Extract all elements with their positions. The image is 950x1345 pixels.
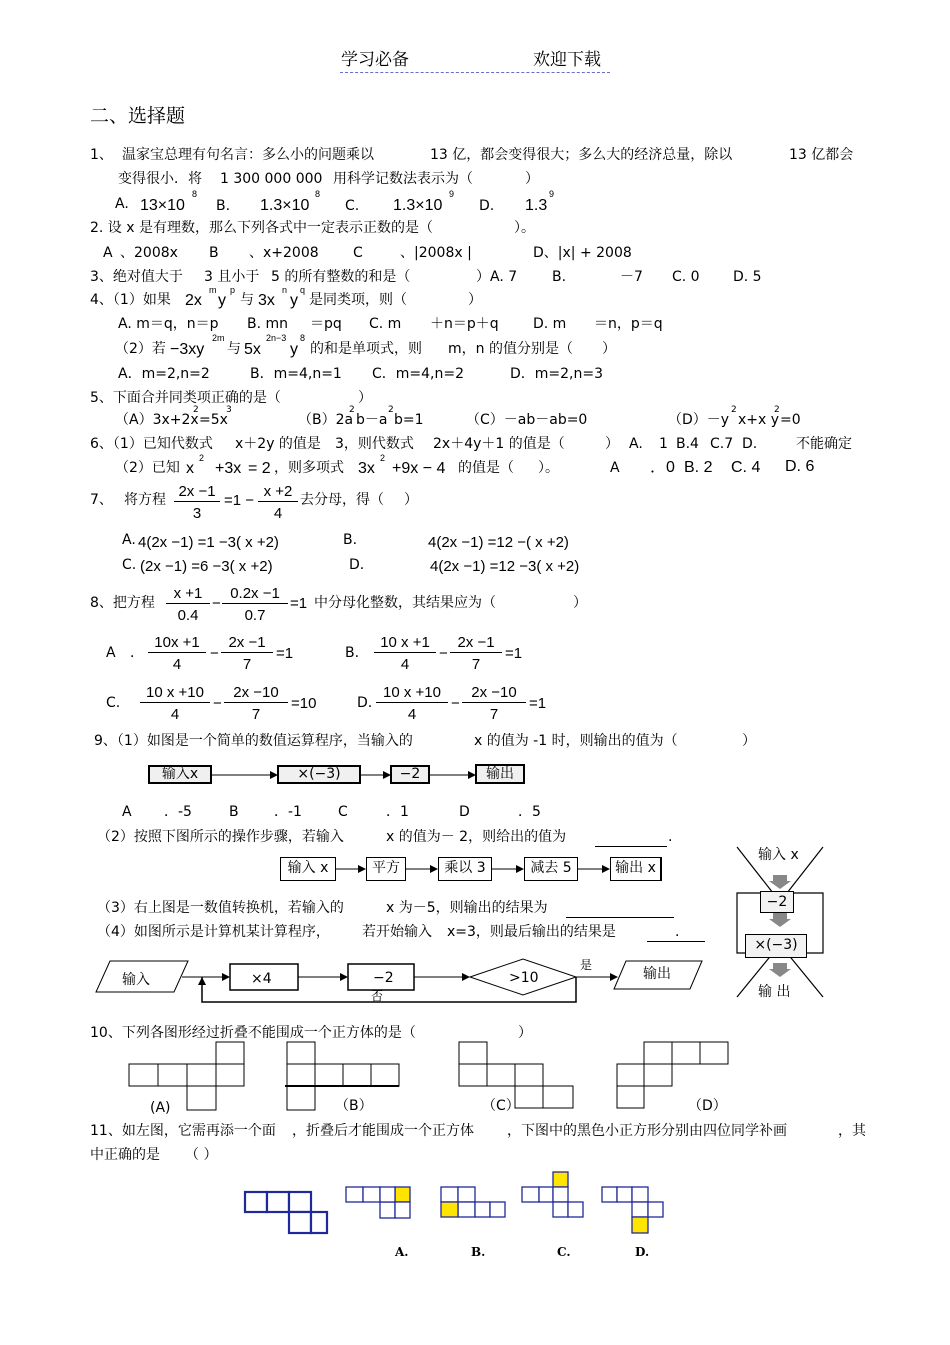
q4-term4-y: y <box>290 341 298 358</box>
q5-text: 5、下面合并同类项正确的是（ <box>90 390 281 406</box>
q10-nets <box>127 1040 757 1112</box>
q9-part2-blank[interactable] <box>595 846 667 847</box>
q6-part2-d: ）。 <box>538 460 559 476</box>
q1-line2d: ） <box>525 171 539 187</box>
machine-input-label: 输入 x <box>758 847 799 863</box>
q11-nets <box>243 1170 673 1240</box>
q5-option-d-exp2: 2 <box>774 405 780 415</box>
flow4-condition-label: >10 <box>509 970 539 986</box>
q4-term3: −3xy <box>170 341 205 358</box>
flow4-subtract-label: −2 <box>373 970 394 986</box>
q4-term4-exp-y: 8 <box>300 333 306 343</box>
q1-option-a: 13×10 <box>140 197 185 214</box>
q5-option-b-rest2: b=1 <box>394 412 424 428</box>
q8-eq: =1 <box>290 595 308 612</box>
q9-part4: （4）如图所示是计算机某计算程序， <box>97 924 330 940</box>
q1-line2a: 变得很小．将 <box>118 171 202 187</box>
q1-option-c: 1.3×10 <box>393 197 443 214</box>
q4-part2-c: 的和是单项式，则 <box>310 341 422 357</box>
q6-option-c: C.7 <box>710 436 734 452</box>
denominator: 7 <box>242 656 252 673</box>
q1-option-b: 1.3×10 <box>260 197 310 214</box>
q7-option-c-label: C. <box>122 557 137 573</box>
q5-option-d-rest2: =0 <box>780 412 801 428</box>
q9-part2-c: . <box>668 829 673 845</box>
q6-expr1-c: = 2 <box>248 460 271 477</box>
q2-option-d: D、|x| + 2008 <box>533 245 632 261</box>
q6-part2-option-b: B. 2 <box>684 459 713 476</box>
numerator: 0.2x −1 <box>222 586 288 604</box>
q8-option-c-frac2 <box>224 685 288 722</box>
q8-option-b-frac2 <box>450 635 502 672</box>
q6-option-b: B.4 <box>676 436 699 452</box>
denominator: 4 <box>273 505 283 522</box>
q5-option-b-rest: b－a <box>356 412 388 428</box>
q3-option-b-label: B. <box>552 269 567 285</box>
q1-option-d-exp: 9 <box>549 189 555 199</box>
q7-fraction-2 <box>258 484 298 521</box>
q11-label-b: B. <box>471 1245 486 1259</box>
q4-part1-c: 是同类项，则（ <box>309 292 407 308</box>
q5-option-b: （B）2a <box>298 412 354 428</box>
q10-label-c: （C） <box>482 1098 520 1114</box>
q11-line2: 中正确的是 <box>90 1147 160 1163</box>
q5-option-a-rest: =5x <box>199 412 228 428</box>
q1-mid1: 13 亿，都会变得很大；多么大的经济总量，除以 <box>430 147 733 163</box>
numerator: 10 x +1 <box>374 635 436 653</box>
q9-part3-b: x 为－5，则输出的结果为 <box>386 900 548 916</box>
denominator: 0.4 <box>177 607 199 624</box>
q2-end: ）。 <box>514 220 535 236</box>
q1-mid2: 13 亿都会 <box>789 147 854 163</box>
denominator: 4 <box>170 706 180 723</box>
q4-option-d: ＝n，p＝q <box>594 316 663 332</box>
q2-option-c-label: C <box>353 245 363 261</box>
numerator: x +1 <box>166 586 210 604</box>
q9-option-d-label: D <box>459 804 470 820</box>
q7-option-d-label: D. <box>349 557 365 573</box>
numerator: 2x −1 <box>174 484 220 502</box>
q4-term2-exp-n: n <box>282 285 288 295</box>
flow2-arrow-3 <box>492 864 524 874</box>
denominator: 7 <box>489 706 499 723</box>
flow1-input-box: 输入x <box>148 765 212 784</box>
q1-option-b-exp: 8 <box>315 189 321 199</box>
q9-part1-b: x 的值为 -1 时，则输出的值为（ <box>474 733 678 749</box>
q11-line1c: ，下图中的黑色小正方形分别由四位同学补画 <box>507 1123 787 1139</box>
q8-fraction-1 <box>166 586 210 623</box>
q4-term3-exp: 2m <box>212 333 225 343</box>
numerator: 2x −10 <box>462 685 526 703</box>
q7-option-b: 4(2x −1) =12 −( x +2) <box>428 534 569 551</box>
q4-part2-option-b: B．m=4,n=1 <box>250 366 342 382</box>
denominator: 4 <box>172 656 182 673</box>
header-left: 学习必备 <box>341 50 409 70</box>
q6-part1-e: ） <box>605 436 619 452</box>
q7-text-c: ） <box>404 492 418 508</box>
q9-part4-blank[interactable] <box>647 941 705 942</box>
q2-option-b: 、x+2008 <box>249 245 319 261</box>
q6-part2: （2）已知 <box>115 460 180 476</box>
denominator: 3 <box>192 505 202 522</box>
q11-line1d: ，其 <box>838 1123 866 1139</box>
q4-term1-exp-m: m <box>209 285 217 295</box>
q7-option-a-label: A. <box>122 532 136 548</box>
flow2-input-box: 输入 x <box>280 857 336 881</box>
flow1-arrow-3 <box>430 770 476 780</box>
flow2-subtract-box: 减去 5 <box>524 857 578 881</box>
q8-fraction-2 <box>222 586 288 623</box>
q5-option-b-exp: 2 <box>349 405 355 415</box>
q8-option-b-label: B. <box>345 645 360 661</box>
q5-option-a-exp2: 3 <box>226 405 232 415</box>
q4-part2-option-d: D．m=2,n=3 <box>510 366 604 382</box>
q9-part4-d: . <box>675 924 680 940</box>
q9-part2-b: x 的值为－ 2，则给出的值为 <box>386 829 567 845</box>
flow2-arrow-4 <box>578 864 610 874</box>
numerator: 2x −1 <box>450 635 502 653</box>
numerator: 10 x +10 <box>376 685 448 703</box>
flow1-subtract-box: −2 <box>390 765 430 784</box>
q7-option-a: 4(2x −1) =1 −3( x +2) <box>138 534 279 551</box>
denominator: 4 <box>407 706 417 723</box>
q8-option-c-minus: − <box>213 695 222 712</box>
q6-part2-option-a-label: A <box>610 460 620 476</box>
q8-option-d-label: D. <box>357 695 373 711</box>
q6-option-a: 1 <box>659 436 668 452</box>
flow1-arrow-1 <box>212 770 278 780</box>
q5-option-a: （A）3x+2x <box>115 412 199 428</box>
q8-option-d-frac1 <box>376 685 448 722</box>
q8-option-b-eq: =1 <box>505 645 523 662</box>
numerator: 2x −1 <box>221 635 273 653</box>
denominator: 0.7 <box>244 607 266 624</box>
q3-text: 3、绝对值大于 <box>90 269 183 285</box>
q3-text-a: 3 且小于 <box>204 269 260 285</box>
q5-end: ） <box>358 390 372 406</box>
numerator: x +2 <box>258 484 298 502</box>
q2-option-b-label: B <box>209 245 219 261</box>
q7-option-c: (2x −1) =6 −3( x +2) <box>140 558 273 575</box>
q1-num: 1、 <box>90 147 113 163</box>
q9-part1-c: ） <box>742 733 756 749</box>
header-right: 欢迎下载 <box>533 50 601 70</box>
q8-option-a-minus: − <box>210 645 219 662</box>
q6-part1-b: x＋2y 的值是 <box>235 436 321 452</box>
machine-multiply-box: ×(−3) <box>745 934 807 958</box>
q4-part2-b: 与 <box>227 341 241 357</box>
q8-minus: − <box>212 595 221 612</box>
q4-part1-a: 4、（1）如果 <box>90 292 171 308</box>
q6-expr2-b: +9x − 4 <box>392 460 446 477</box>
flow1-arrow-2 <box>361 770 391 780</box>
q7-option-d: 4(2x −1) =12 −3( x +2) <box>430 558 580 575</box>
denominator: 7 <box>471 656 481 673</box>
q9-option-d: ．5 <box>518 804 541 820</box>
q11-line1: 11、如左图，它需再添一个面 <box>90 1123 276 1139</box>
q5-option-d-exp: 2 <box>731 405 737 415</box>
flow4-output-label: 输出 <box>643 966 671 982</box>
numerator: 10 x +10 <box>140 685 210 703</box>
q4-part2-e: ） <box>602 341 616 357</box>
q6-part2-option-a: ．0 <box>650 459 675 476</box>
flow4-diagram <box>90 955 710 1005</box>
flow4-input-label: 输入 <box>122 972 150 988</box>
q8-option-b-minus: − <box>439 645 448 662</box>
q5-option-c: （C）－ab－ab=0 <box>466 412 588 428</box>
q4-term1-exp-p: p <box>230 285 236 295</box>
q4-term2: 3x <box>258 292 275 309</box>
flow4-yes-label: 是 <box>580 958 593 972</box>
q6-part2-b: ，则多项式 <box>274 460 344 476</box>
q4-term2-y: y <box>290 292 298 309</box>
q8-option-a-frac2 <box>221 635 273 672</box>
q11-label-d: D. <box>635 1245 650 1259</box>
q11-line2b: （ ） <box>185 1147 218 1163</box>
q6-expr1-b: +3x <box>215 460 242 477</box>
q7-num: 7、 <box>90 492 113 508</box>
q4-term1: 2x <box>185 292 202 309</box>
q9-part1: 9、（1）如图是一个简单的数值运算程序，当输入的 <box>94 733 413 749</box>
q6-part1-c: 3，则代数式 <box>335 436 414 452</box>
q9-part4-b: 若开始输入 <box>362 924 432 940</box>
q3-option-c: C. 0 <box>672 269 700 285</box>
header-underline <box>340 72 610 73</box>
q11-label-c: C. <box>557 1245 571 1259</box>
q4-option-c-label: C. m <box>369 316 402 332</box>
q9-option-b-label: B <box>229 804 239 820</box>
conversion-machine <box>735 845 827 1003</box>
q8-option-b-frac1 <box>374 635 436 672</box>
q2-option-a-label: A <box>103 245 113 261</box>
q6-part2-option-d: D. 6 <box>785 458 815 475</box>
q4-option-a: A. m＝q，n＝p <box>118 316 219 332</box>
q9-option-a: ．-5 <box>164 804 192 820</box>
flow4-multiply-label: ×4 <box>251 971 272 987</box>
q1-option-a-exp: 8 <box>192 189 198 199</box>
denominator: 4 <box>400 656 410 673</box>
q8-text-c: ） <box>573 595 587 611</box>
q10-label-a: (A) <box>150 1100 171 1116</box>
q8-option-d-minus: − <box>451 695 460 712</box>
q1-option-b-label: B. <box>216 198 231 214</box>
flow1-multiply-box: ×(−3) <box>277 765 361 784</box>
q8-option-a-frac1 <box>148 635 206 672</box>
q9-option-c-label: C <box>338 804 348 820</box>
q5-option-d-rest: x+x y <box>738 412 780 428</box>
flow1-output-box: 输出 <box>475 764 525 784</box>
q10-label-d: （D） <box>688 1098 727 1114</box>
flow2-multiply-box: 乘以 3 <box>438 857 492 881</box>
q3-option-b: －7 <box>620 269 643 285</box>
q6-part2-option-c: C. 4 <box>731 459 761 476</box>
q8-text-b: 中分母化整数，其结果应为（ <box>314 595 496 611</box>
flow2-square-box: 平方 <box>366 857 406 881</box>
q9-part2: （2）按照下图所示的操作步骤，若输入 <box>97 829 344 845</box>
q6-part1: 6、（1）已知代数式 <box>90 436 213 452</box>
q1-option-a-label: A. <box>115 196 129 212</box>
q1-line1: 温家宝总理有句名言：多么小的问题乘以 <box>122 147 374 163</box>
q8-text: 8、把方程 <box>90 595 155 611</box>
machine-subtract-box: −2 <box>760 891 794 913</box>
q9-option-c: ．1 <box>386 804 409 820</box>
q4-option-c: ＋n＝p＋q <box>430 316 499 332</box>
q3-option-a: ）A. 7 <box>476 269 518 285</box>
machine-output-label: 输 出 <box>758 984 791 1000</box>
q8-option-a-dot: ． <box>130 645 144 661</box>
q4-part1-d: ） <box>468 292 482 308</box>
numerator: 10x +1 <box>148 635 206 653</box>
q8-option-d-frac2 <box>462 685 526 722</box>
q9-option-a-label: A <box>122 804 132 820</box>
q8-option-c-frac1 <box>140 685 210 722</box>
q9-part4-c: x=3，则最后输出的结果是 <box>447 924 616 940</box>
q3-option-d: D. 5 <box>733 269 762 285</box>
q11-label-a: A. <box>395 1245 409 1259</box>
q9-part3: （3）右上图是一数值转换机，若输入的 <box>97 900 344 916</box>
q1-line2c: 用科学记数法表示为（ <box>333 171 473 187</box>
q4-term4-exp: 2n−3 <box>266 333 287 343</box>
q1-option-d: 1.3 <box>525 197 548 214</box>
q7-option-b-label: B. <box>343 532 358 548</box>
flow4-no-label: 否 <box>371 989 384 1003</box>
flow2-output-box: 输出 x <box>610 857 662 881</box>
flow2-arrow-1 <box>336 864 366 874</box>
q4-part2-option-a: A．m=2,n=2 <box>118 366 210 382</box>
q4-option-b: ＝pq <box>310 316 342 332</box>
q4-option-b-label: B. mn <box>247 316 289 332</box>
q1-option-c-label: C. <box>345 198 360 214</box>
q6-expr1-exp: 2 <box>199 453 205 463</box>
q7-eq: =1 − <box>224 492 255 509</box>
section-title: 二、选择题 <box>90 105 186 127</box>
q4-part2-d: m，n 的值分别是（ <box>448 341 573 357</box>
q8-option-c-eq: =10 <box>291 695 317 712</box>
q10-text: 10、下列各图形经过折叠不能围成一个正方体的是（ <box>90 1025 416 1041</box>
q4-term1-y: y <box>218 292 226 309</box>
q2-option-c: 、|2008x | <box>400 245 472 261</box>
q1-option-c-exp: 9 <box>449 189 455 199</box>
q4-term2-exp-q: q <box>300 285 306 295</box>
q1-option-d-label: D. <box>479 198 495 214</box>
q8-option-a-label: A <box>106 645 116 661</box>
q6-option-a-label: A. <box>629 436 643 452</box>
q5-option-b-exp2: 2 <box>388 405 394 415</box>
q6-part2-c: 的值是（ <box>458 460 514 476</box>
q7-text-b: 去分母，得（ <box>300 492 384 508</box>
q6-expr2-exp: 2 <box>380 453 386 463</box>
q6-expr2: 3x <box>358 460 375 477</box>
numerator: 2x −10 <box>224 685 288 703</box>
q4-part2-option-c: C．m=4,n=2 <box>372 366 465 382</box>
q4-option-d-label: D. m <box>533 316 567 332</box>
flow2-arrow-2 <box>406 864 438 874</box>
q4-part1-b: 与 <box>240 292 254 308</box>
q3-text-b: 5 的所有整数的和是（ <box>271 269 411 285</box>
q7-fraction-1 <box>174 484 220 521</box>
q6-expr1: x <box>186 460 194 477</box>
q9-part3-blank[interactable] <box>566 917 674 918</box>
q11-line1b: ，折叠后才能围成一个正方体 <box>292 1123 474 1139</box>
denominator: 7 <box>251 706 261 723</box>
q6-option-d: 不能确定 <box>796 436 852 452</box>
q2-option-a: 、2008x <box>120 245 178 261</box>
q8-option-d-eq: =1 <box>529 695 547 712</box>
q6-part1-d: 2x＋4y＋1 的值是（ <box>433 436 565 452</box>
q9-option-b: ．-1 <box>274 804 302 820</box>
q8-option-a-eq: =1 <box>276 645 294 662</box>
q4-term4: 5x <box>244 341 261 358</box>
q4-part2-a: （2）若 <box>115 341 166 357</box>
q5-option-a-exp: 2 <box>193 405 199 415</box>
q8-option-c-label: C. <box>106 695 121 711</box>
q7-text: 将方程 <box>124 492 166 508</box>
q1-line2b: 1 300 000 000 <box>220 171 323 187</box>
q10-label-b: （B） <box>335 1098 373 1114</box>
q5-option-d: （D）－y <box>668 412 730 428</box>
q2-text: 2. 设 x 是有理数，那么下列各式中一定表示正数的是（ <box>90 220 433 236</box>
q6-option-d-label: D. <box>742 436 758 452</box>
q10-end: ） <box>518 1025 532 1041</box>
